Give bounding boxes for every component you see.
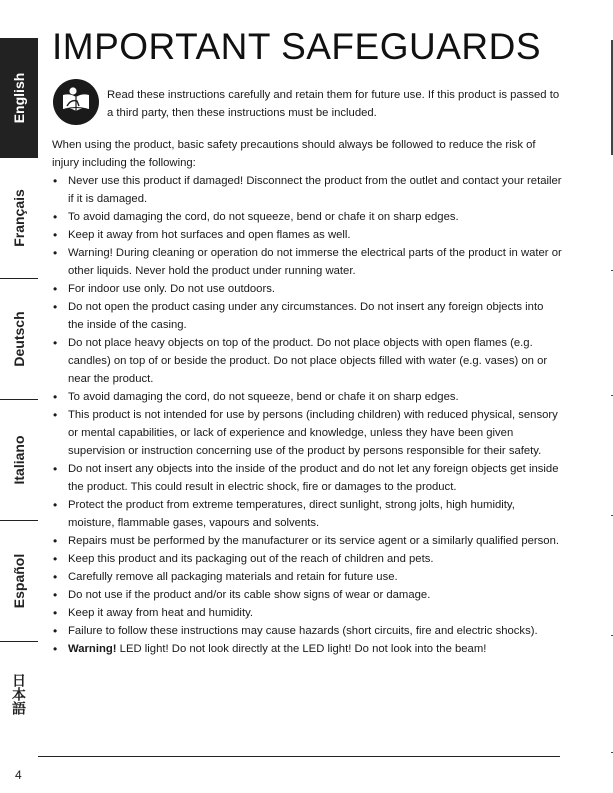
list-item: • Repairs must be performed by the manufacturer or its service agent or a similarly qualified person. [52, 532, 562, 550]
list-item: • Never use this product if damaged! Disconnect the product from the outlet and contact your retailer if it is damaged. [52, 172, 562, 208]
list-item: • Do not use if the product and/or its cable show signs of wear or damage. [52, 586, 562, 604]
lang-label: Español [11, 553, 27, 609]
lang-label: Italiano [11, 435, 27, 485]
lang-tab-francais[interactable] [0, 158, 38, 279]
lang-tab-italiano[interactable] [0, 400, 38, 521]
safety-rules-list [52, 172, 562, 658]
list-item: • To avoid damaging the cord, do not squeeze, bend or chafe it on sharp edges. [52, 388, 562, 406]
list-item: • Carefully remove all packaging materials and retain for future use. [52, 568, 562, 586]
lang-tab-japanese[interactable] [0, 642, 38, 762]
list-item: • Protect the product from extreme temperatures, direct sunlight, strong jolts, high humidity, moisture, flammable gases, vapours and solvents. [52, 496, 562, 532]
footer-divider [38, 756, 560, 757]
intro-text: Read these instructions carefully and retain them for future use. If this product is passed to a third party, then these instructions must be included. [107, 89, 560, 119]
read-manual-icon [53, 79, 99, 125]
lang-label: English [11, 72, 27, 124]
list-item: • Keep this product and its packaging out of the reach of children and pets. [52, 550, 562, 568]
list-item: • Do not open the product casing under any circumstances. Do not insert any foreign objects into the inside of the casing. [52, 298, 562, 334]
lang-label: 日本語 [11, 673, 27, 715]
lang-tab-english[interactable] [0, 38, 38, 158]
list-item: • Keep it away from hot surfaces and open flames as well. [52, 226, 562, 244]
page-number: 4 [15, 768, 22, 782]
lang-label: Deutsch [11, 311, 27, 367]
warning-text: LED light! Do not look directly at the LED light! Do not look into the beam! [116, 643, 487, 655]
list-item: • Failure to follow these instructions may cause hazards (short circuits, fire and electric shocks). [52, 622, 562, 640]
page-title: IMPORTANT SAFEGUARDS [52, 26, 542, 67]
lang-tab-deutsch[interactable] [0, 279, 38, 400]
list-item: • Warning! During cleaning or operation do not immerse the electrical parts of the product in water or other liquids. Never hold the product under running water. [52, 244, 562, 280]
list-item: • Do not insert any objects into the inside of the product and do not let any foreign objects get inside the product. This could result in electric shock, fire or damages to the product. [52, 460, 562, 496]
list-item: • To avoid damaging the cord, do not squeeze, bend or chafe it on sharp edges. [52, 208, 562, 226]
lang-tab-espanol[interactable] [0, 521, 38, 642]
warning-label: Warning! [68, 643, 117, 655]
list-item-led-warning [52, 640, 562, 658]
list-item: • Keep it away from heat and humidity. [52, 604, 562, 622]
lead-text: When using the product, basic safety precautions should always be followed to reduce the risk of injury including the following: [52, 139, 536, 169]
lang-label: Français [11, 189, 27, 247]
list-item: • Do not place heavy objects on top of the product. Do not place objects with open flames (e.g. candles) on top of or beside the product. Do not place objects filled with water (e.g. vases) on or near the product. [52, 334, 562, 388]
list-item: • For indoor use only. Do not use outdoors. [52, 280, 562, 298]
language-sidebar [0, 38, 38, 762]
list-item: • This product is not intended for use by persons (including children) with reduced physical, sensory or mental capabilities, or lack of experience and knowledge, unless they have been given supervision or instruction concerning use of the product by persons responsible for their safety. [52, 406, 562, 460]
